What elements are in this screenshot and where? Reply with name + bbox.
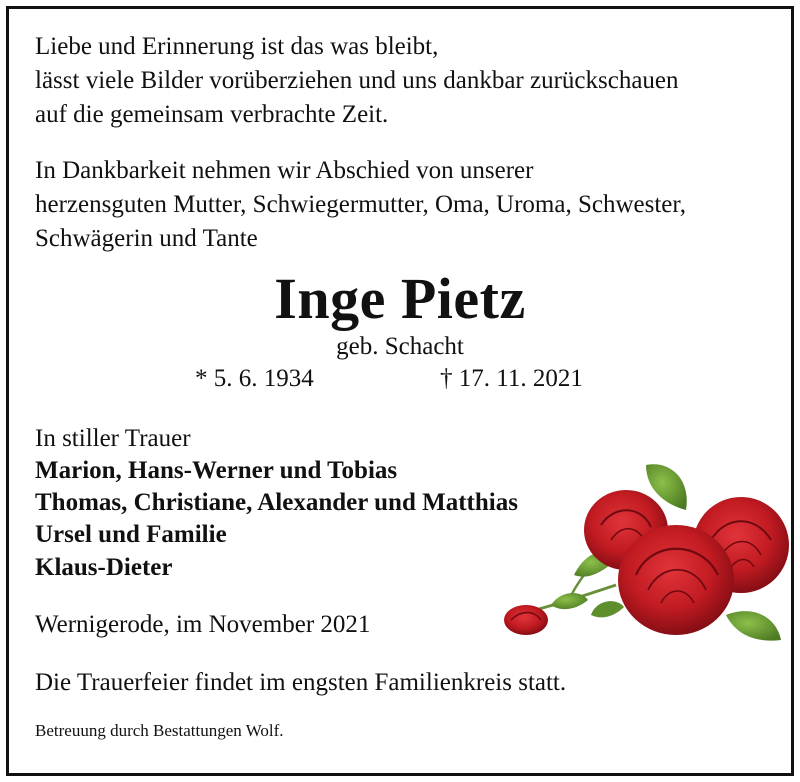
intro-line: lässt viele Bilder vorüberziehen und uns dankbar zurückschauen xyxy=(35,67,679,94)
intro-line: auf die gemeinsam verbrachte Zeit. xyxy=(35,101,389,128)
thanks-line: Schwägerin und Tante xyxy=(35,225,258,252)
birth-date: * 5. 6. 1934 xyxy=(195,365,314,392)
thanks-line: In Dankbarkeit nehmen wir Abschied von unserer xyxy=(35,157,534,184)
mourner-line: Klaus-Dieter xyxy=(35,554,173,581)
mourning-intro: In stiller Trauer xyxy=(35,425,191,452)
roses-illustration xyxy=(496,455,796,650)
mourner-line: Ursel und Familie xyxy=(35,521,227,548)
thanks-line: herzensguten Mutter, Schwiegermutter, Oma, Uroma, Schwester, xyxy=(35,191,686,218)
mourner-line: Marion, Hans-Werner und Tobias xyxy=(35,457,398,484)
place-and-date: Wernigerode, im November 2021 xyxy=(35,611,371,638)
deceased-name: Inge Pietz xyxy=(274,266,526,331)
mourner-line: Thomas, Christiane, Alexander und Matthias xyxy=(35,489,518,516)
maiden-name: geb. Schacht xyxy=(336,333,464,360)
death-date: † 17. 11. 2021 xyxy=(440,365,583,392)
undertaker-credit: Betreuung durch Bestattungen Wolf. xyxy=(35,721,284,740)
funeral-note: Die Trauerfeier findet im engsten Familienkreis statt. xyxy=(35,669,567,696)
intro-line: Liebe und Erinnerung ist das was bleibt, xyxy=(35,33,439,60)
